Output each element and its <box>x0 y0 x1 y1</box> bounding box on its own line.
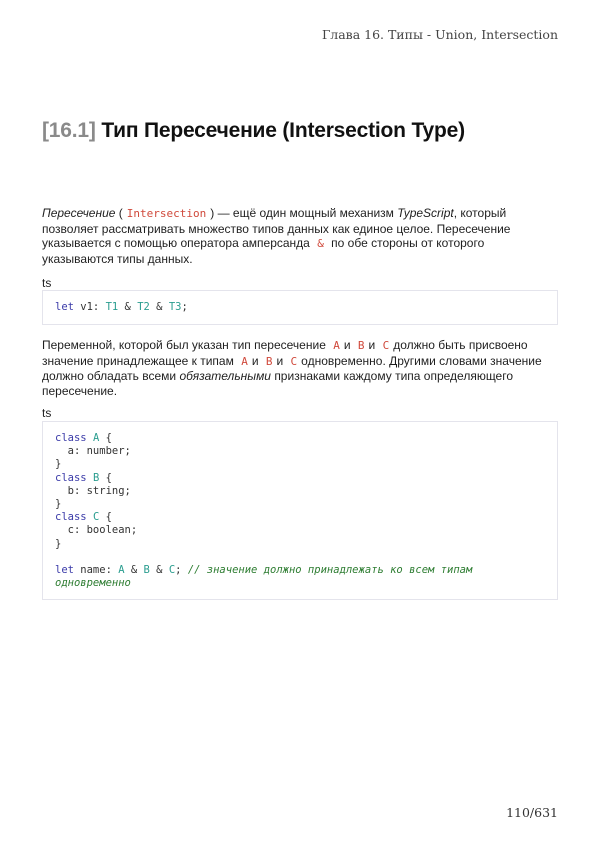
inline-code: A <box>333 339 340 352</box>
inline-code: A <box>241 354 248 368</box>
code-op: & <box>118 301 138 313</box>
para2-text: Переменной, которой был указан тип пересечение <box>42 338 326 352</box>
intro-text-b: ) — ещё один мощный механизм <box>210 206 398 220</box>
code-text: v1: <box>73 301 106 313</box>
page-number: 110/631 <box>506 805 558 820</box>
code-text: name: <box>73 564 119 577</box>
para2-text: и <box>276 353 284 368</box>
inline-code: B <box>357 339 365 352</box>
code-lang-label: ts <box>42 276 52 290</box>
code-comment: // значение должно принадлежать ко всем типам <box>187 564 473 577</box>
code-keyword: class <box>55 471 87 484</box>
code-text: { <box>99 471 112 484</box>
code-type: B <box>143 564 150 577</box>
inline-code-amp: & <box>317 237 324 251</box>
code-type: A <box>92 432 100 444</box>
code-type: C <box>168 564 176 577</box>
code-text: ; <box>175 564 188 577</box>
code-type: B <box>92 471 100 484</box>
code-keyword: class <box>55 511 87 524</box>
paragraph-2 <box>42 338 558 398</box>
code-keyword: class <box>55 432 87 444</box>
para2-emphasis: обязательными <box>179 369 271 384</box>
inline-code: C <box>290 354 298 368</box>
inline-code-intersection: Intersection <box>126 207 207 220</box>
para2-text: должно быть присвоено значение принадлежащее к типам <box>42 338 528 368</box>
code-text: { <box>99 511 112 524</box>
code-block-2 <box>42 421 558 600</box>
code-text: } <box>55 498 62 511</box>
section-number: [16.1] <box>42 119 96 142</box>
code-text: ; <box>181 301 188 313</box>
intro-text-d: позволяет рассматривать множество типов данных как единое целое. Пересечение указывается с помощью оператора амперсанда <box>42 221 511 251</box>
code-text: } <box>55 458 62 471</box>
code-op: & <box>149 564 169 577</box>
intro-text-c: , который <box>453 206 507 220</box>
code-lang-label: ts <box>42 406 52 420</box>
inline-code: B <box>265 354 273 368</box>
intro-text-a: ( <box>115 206 123 220</box>
code-type: T1 <box>105 301 119 313</box>
code-keyword: let <box>55 564 74 577</box>
para2-text: признаками каждому типа определяющего пересечение. <box>42 369 514 398</box>
code-op: & <box>124 564 144 577</box>
intro-ts-name: TypeScript <box>397 206 454 220</box>
section-title-text: Тип Пересечение (Intersection Type) <box>101 119 465 142</box>
code-type: C <box>92 511 100 524</box>
para2-text: одновременно. Другими словами значение должно обладать всеми <box>42 353 542 384</box>
section-title <box>42 119 465 143</box>
code-comment: одновременно <box>55 577 131 590</box>
intro-paragraph <box>42 206 558 266</box>
code-type: A <box>118 564 125 577</box>
code-block-1 <box>42 290 558 325</box>
inline-code: C <box>382 339 390 352</box>
code-text: { <box>99 432 112 444</box>
para2-text: и <box>251 353 259 368</box>
running-header: Глава 16. Типы - Union, Intersection <box>321 27 558 42</box>
intro-term: Пересечение <box>42 206 116 220</box>
intro-text-e: по обе стороны от которого указываются типы данных. <box>42 236 485 266</box>
code-text: } <box>55 537 62 550</box>
code-text: c: boolean; <box>55 524 138 537</box>
para2-text: и <box>368 338 376 352</box>
para2-text: и <box>343 338 351 352</box>
code-keyword: let <box>55 301 74 313</box>
code-text: a: number; <box>55 445 131 458</box>
code-type: T3 <box>168 301 182 313</box>
code-type: T2 <box>137 301 150 313</box>
code-op: & <box>149 301 169 313</box>
code-text: b: string; <box>55 484 131 497</box>
